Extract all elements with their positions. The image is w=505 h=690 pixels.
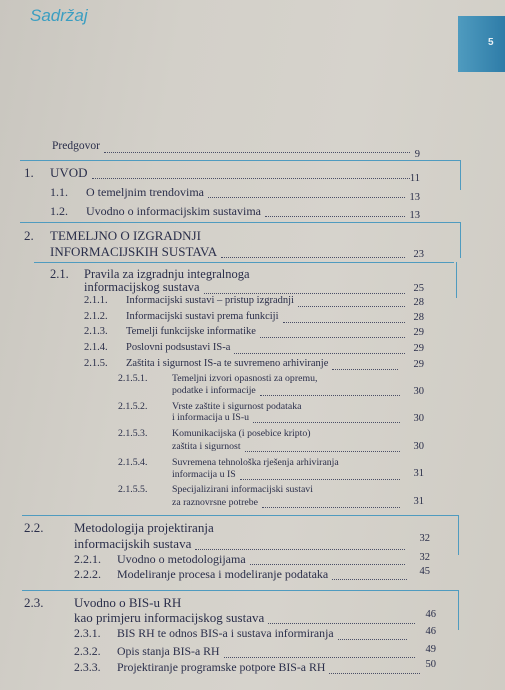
toc-entry-number: 2.3.3. bbox=[74, 660, 101, 674]
toc-entry-title[interactable]: zaštita i sigurnost bbox=[172, 441, 241, 452]
toc-entry-number: 1. bbox=[24, 165, 34, 180]
toc-entry-title[interactable]: Temeljni izvori opasnosti za opremu, bbox=[172, 373, 318, 384]
toc-entry-number: 2.1.5.1. bbox=[118, 373, 148, 384]
toc-entry-number: 2.1.5.2. bbox=[118, 401, 148, 412]
toc-entry-title[interactable]: Uvodno o metodologijama bbox=[117, 552, 246, 566]
toc-entry-number: 2.1.4. bbox=[84, 342, 108, 353]
toc-page-number: 29 bbox=[413, 359, 424, 370]
toc-entry-number: 1.2. bbox=[50, 204, 68, 218]
toc-page-number: 30 bbox=[413, 413, 424, 424]
toc-page-number: 46 bbox=[425, 626, 436, 637]
toc-page-number: 45 bbox=[419, 566, 430, 577]
toc-leader-dots bbox=[224, 656, 415, 658]
toc-entry-title[interactable]: Vrste zaštite i sigurnost podataka bbox=[172, 401, 302, 412]
toc-entry-title[interactable]: Komunikacijska (i posebice kripto) bbox=[172, 428, 311, 439]
toc-entry-title[interactable]: informacijskog sustava bbox=[84, 280, 200, 294]
toc-page-number: 46 bbox=[425, 609, 436, 620]
toc-entry-title[interactable]: kao primjeru informacijskog sustava bbox=[74, 610, 265, 625]
toc-entry-title[interactable]: informacijskih sustava bbox=[74, 536, 192, 551]
toc-leader-dots bbox=[332, 578, 407, 580]
toc-page-number: 9 bbox=[414, 149, 420, 160]
toc-leader-dots bbox=[283, 321, 405, 323]
toc-entry-title[interactable]: INFORMACIJSKIH SUSTAVA bbox=[50, 244, 218, 259]
toc-entry-number: 2.3.2. bbox=[74, 644, 101, 658]
page-header-title: Sadržaj bbox=[30, 6, 88, 25]
toc-entry-number: 2.2.2. bbox=[74, 567, 101, 581]
toc-page-number: 13 bbox=[409, 192, 420, 203]
toc-entry-title[interactable]: Uvodno o informacijskim sustavima bbox=[86, 204, 261, 218]
section-divider-edge bbox=[458, 515, 459, 555]
toc-entry-title[interactable]: Suvremena tehnološka rješenja arhiviranja bbox=[172, 457, 339, 468]
section-divider bbox=[22, 590, 458, 591]
toc-entry-number: 2.1.5.4. bbox=[118, 457, 148, 468]
toc-entry-number: 2.1. bbox=[50, 267, 69, 281]
toc-leader-dots bbox=[265, 215, 405, 217]
toc-leader-dots bbox=[338, 638, 407, 640]
section-divider bbox=[34, 262, 454, 263]
toc-page-number: 13 bbox=[409, 210, 420, 221]
toc-entry-title[interactable]: Projektiranje programske potpore BIS-a RH bbox=[117, 660, 326, 674]
toc-page-number: 30 bbox=[413, 441, 424, 452]
toc-leader-dots bbox=[253, 421, 400, 423]
toc-entry-number: 2.2. bbox=[24, 520, 44, 535]
toc-entry-title[interactable]: Informacijski sustavi prema funkciji bbox=[126, 311, 279, 322]
toc-entry-number: 2.2.1. bbox=[74, 552, 101, 566]
toc-page-number: 32 bbox=[419, 552, 430, 563]
toc-leader-dots bbox=[332, 368, 398, 370]
toc-entry-number: 2.3. bbox=[24, 595, 44, 610]
toc-page-number: 11 bbox=[409, 173, 420, 184]
toc-entry-number: 2.1.5. bbox=[84, 358, 108, 369]
toc-page-number: 31 bbox=[413, 496, 424, 507]
toc-entry-title[interactable]: Predgovor bbox=[52, 140, 100, 152]
toc-entry-title[interactable]: Informacijski sustavi – pristup izgradnji bbox=[126, 295, 294, 306]
toc-page-number: 30 bbox=[413, 386, 424, 397]
toc-entry-number: 1.1. bbox=[50, 185, 68, 199]
toc-leader-dots bbox=[260, 394, 400, 396]
toc-page-number: 49 bbox=[425, 644, 436, 655]
toc-entry-title[interactable]: Modeliranje procesa i modeliranje podataka bbox=[117, 567, 329, 581]
toc-entry-title[interactable]: O temeljnim trendovima bbox=[86, 185, 204, 199]
toc-entry-title[interactable]: Specijalizirani informacijski sustavi bbox=[172, 484, 313, 495]
toc-entry-title[interactable]: informacija u IS bbox=[172, 469, 236, 480]
toc-page-number: 28 bbox=[413, 312, 424, 323]
toc-page-number: 31 bbox=[413, 468, 424, 479]
toc-entry-number: 2. bbox=[24, 228, 34, 243]
toc-leader-dots bbox=[221, 256, 405, 258]
toc-leader-dots bbox=[298, 305, 405, 307]
toc-entry-title[interactable]: Poslovni podsustavi IS-a bbox=[126, 342, 231, 353]
toc-entry-title[interactable]: Zaštita i sigurnost IS-a te suvremeno arhiviranje bbox=[126, 358, 329, 369]
toc-entry-title[interactable]: i informacija u IS-u bbox=[172, 412, 249, 423]
toc-leader-dots bbox=[204, 292, 405, 294]
toc-page-number: 50 bbox=[425, 659, 436, 670]
toc-entry-number: 2.1.5.5. bbox=[118, 484, 148, 495]
toc-leader-dots bbox=[260, 336, 405, 338]
section-divider-edge bbox=[458, 590, 459, 630]
toc-entry-number: 2.3.1. bbox=[74, 626, 101, 640]
toc-page-number: 25 bbox=[413, 283, 424, 294]
toc-entry-title[interactable]: Uvodno o BIS-u RH bbox=[74, 595, 182, 610]
section-divider-edge bbox=[460, 222, 461, 258]
toc-entry-title[interactable]: za raznovrsne potrebe bbox=[172, 497, 258, 508]
section-divider-edge bbox=[456, 262, 457, 298]
toc-leader-dots bbox=[250, 563, 405, 565]
toc-leader-dots bbox=[329, 672, 420, 674]
toc-entry-title[interactable]: BIS RH te odnos BIS-a i sustava informiranja bbox=[117, 626, 334, 640]
section-divider bbox=[20, 222, 460, 223]
toc-leader-dots bbox=[208, 196, 405, 198]
toc-entry-number: 2.1.1. bbox=[84, 295, 108, 306]
toc-entry-title[interactable]: Temelji funkcijske informatike bbox=[126, 326, 256, 337]
toc-leader-dots bbox=[234, 352, 405, 354]
toc-page-number: 29 bbox=[413, 327, 424, 338]
toc-leader-dots bbox=[268, 622, 415, 624]
toc-entry-title[interactable]: UVOD bbox=[50, 165, 88, 180]
toc-leader-dots bbox=[104, 151, 410, 153]
toc-entry-number: 2.1.5.3. bbox=[118, 428, 148, 439]
toc-page-number: 32 bbox=[419, 533, 430, 544]
toc-page-number: 23 bbox=[413, 249, 424, 260]
toc-entry-number: 2.1.3. bbox=[84, 326, 108, 337]
toc-leader-dots bbox=[92, 177, 410, 179]
section-divider bbox=[20, 160, 460, 161]
toc-entry-title[interactable]: TEMELJNO O IZGRADNJI bbox=[50, 228, 201, 243]
section-divider bbox=[22, 515, 458, 516]
page-number: 5 bbox=[488, 37, 494, 48]
toc-leader-dots bbox=[195, 548, 405, 550]
section-divider-edge bbox=[460, 160, 461, 190]
toc-page-number: 28 bbox=[413, 297, 424, 308]
toc-entry-title[interactable]: Metodologija projektiranja bbox=[74, 520, 214, 535]
toc-leader-dots bbox=[245, 450, 400, 452]
toc-entry-number: 2.1.2. bbox=[84, 311, 108, 322]
toc-page-number: 29 bbox=[413, 343, 424, 354]
toc-leader-dots bbox=[262, 506, 400, 508]
toc-entry-title[interactable]: Opis stanja BIS-a RH bbox=[117, 644, 220, 658]
toc-entry-title[interactable]: Pravila za izgradnju integralnoga bbox=[84, 267, 250, 281]
toc-leader-dots bbox=[240, 478, 400, 480]
toc-entry-title[interactable]: podatke i informacije bbox=[172, 385, 256, 396]
